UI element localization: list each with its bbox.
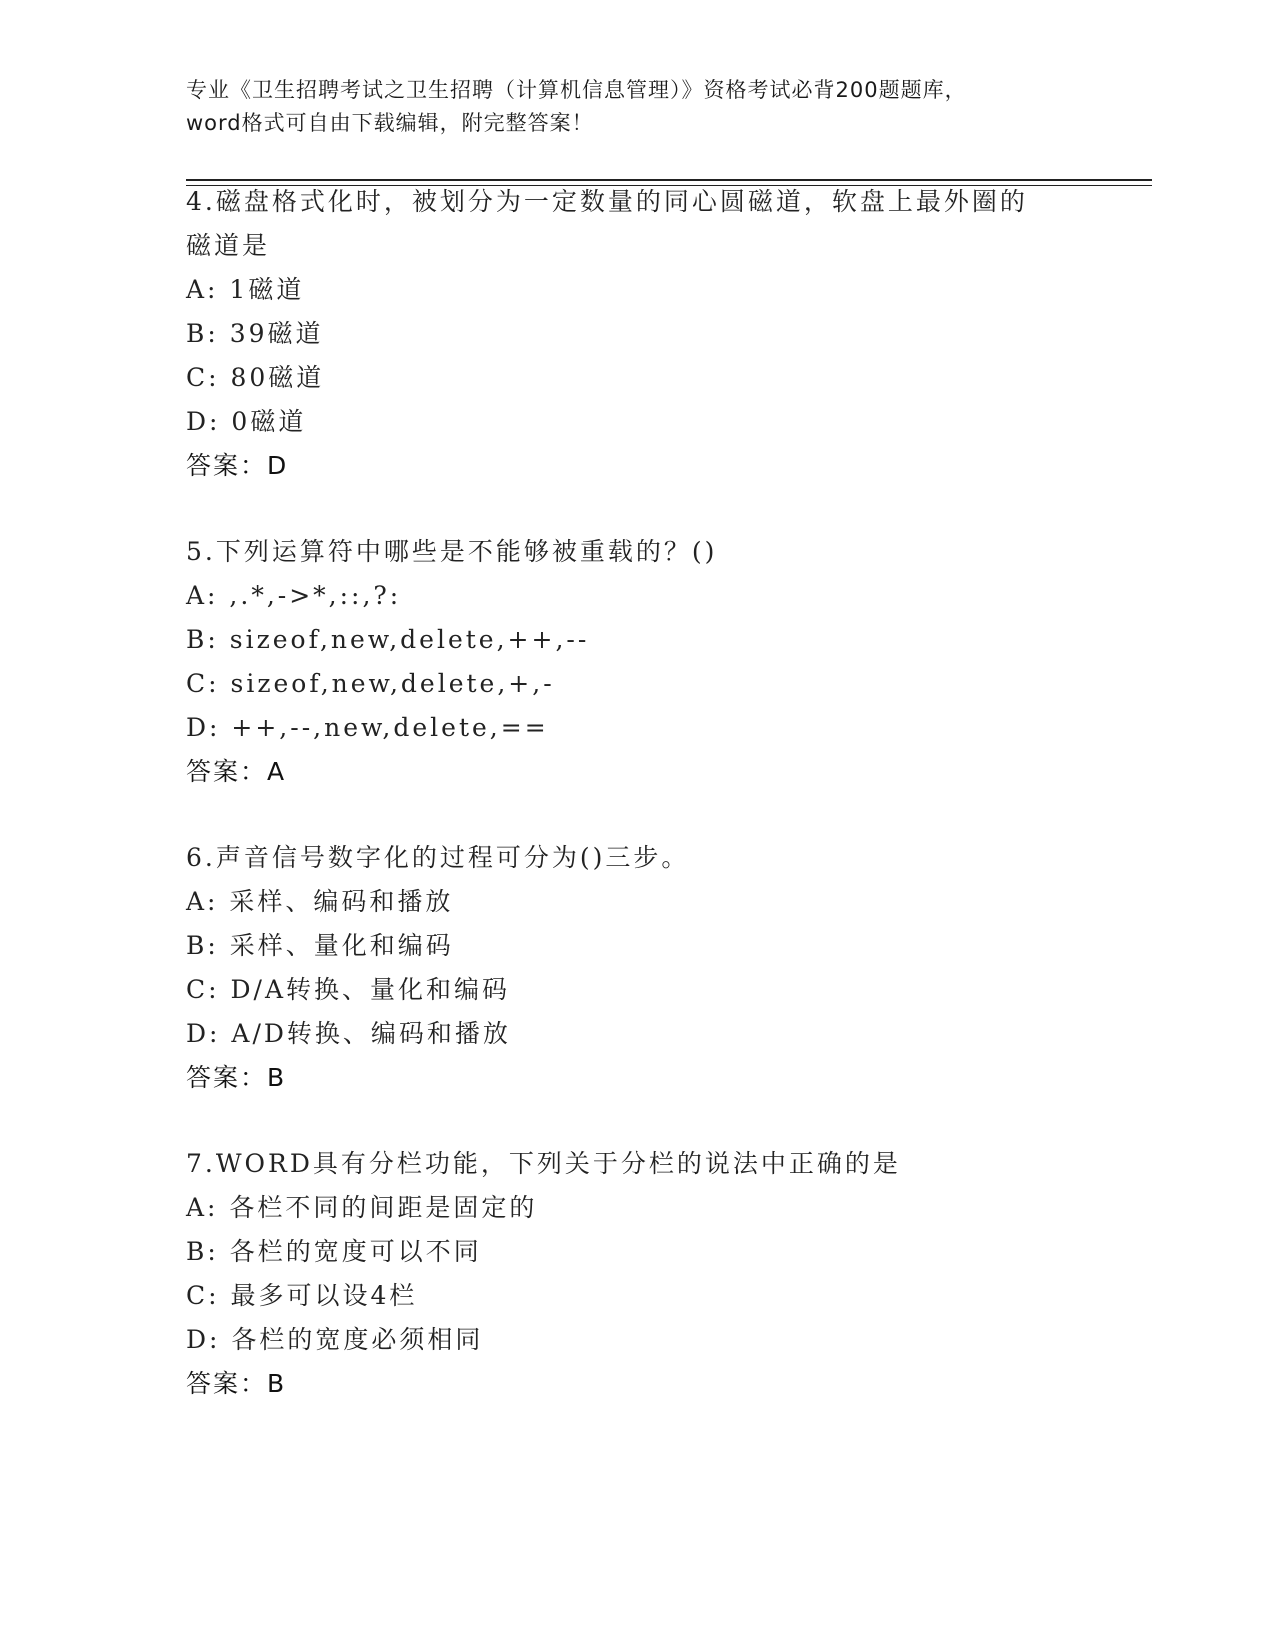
question-4-option-d: D: 0磁道	[186, 407, 307, 436]
question-4-option-c: C: 80磁道	[186, 363, 325, 392]
question-7-option-c: C: 最多可以设4栏	[186, 1281, 418, 1310]
question-5-answer: 答案：A	[186, 757, 287, 786]
question-4-stem: 4.磁盘格式化时，被划分为一定数量的同心圆磁道，软盘上最外圈的	[186, 187, 1028, 216]
question-6-answer: 答案：B	[186, 1063, 287, 1092]
question-5-option-a: A: ,.*,->*,::,?:	[186, 581, 402, 610]
question-7-option-d: D: 各栏的宽度必须相同	[186, 1325, 484, 1354]
question-5-option-c: C: sizeof,new,delete,+,-	[186, 669, 555, 698]
question-4-answer: 答案：D	[186, 451, 289, 480]
question-6-option-b: B: 采样、量化和编码	[186, 931, 454, 960]
question-7-stem: 7.WORD具有分栏功能，下列关于分栏的说法中正确的是	[186, 1149, 901, 1178]
header-subtitle-line: word格式可自由下载编辑，附完整答案！	[186, 111, 594, 135]
question-5-option-b: B: sizeof,new,delete,++,--	[186, 625, 590, 654]
question-5-stem: 5.下列运算符中哪些是不能够被重载的？()	[186, 537, 718, 566]
question-4-option-a: A: 1磁道	[186, 275, 305, 304]
question-6-option-a: A: 采样、编码和播放	[186, 887, 454, 916]
header-title-line: 专业《卫生招聘考试之卫生招聘（计算机信息管理）》资格考试必背200题题库，	[186, 78, 967, 102]
question-6-stem: 6.声音信号数字化的过程可分为()三步。	[186, 843, 690, 872]
document-header	[186, 74, 1086, 140]
question-7-option-b: B: 各栏的宽度可以不同	[186, 1237, 482, 1266]
question-6-option-d: D: A/D转换、编码和播放	[186, 1019, 511, 1048]
question-6-option-c: C: D/A转换、量化和编码	[186, 975, 511, 1004]
question-4-stem-cont: 磁道是	[186, 231, 271, 260]
header-divider-thick	[186, 179, 1152, 181]
question-4-option-b: B: 39磁道	[186, 319, 324, 348]
question-7-option-a: A: 各栏不同的间距是固定的	[186, 1193, 538, 1222]
question-5-option-d: D: ++,--,new,delete,==	[186, 713, 549, 742]
question-7-answer: 答案：B	[186, 1369, 287, 1398]
